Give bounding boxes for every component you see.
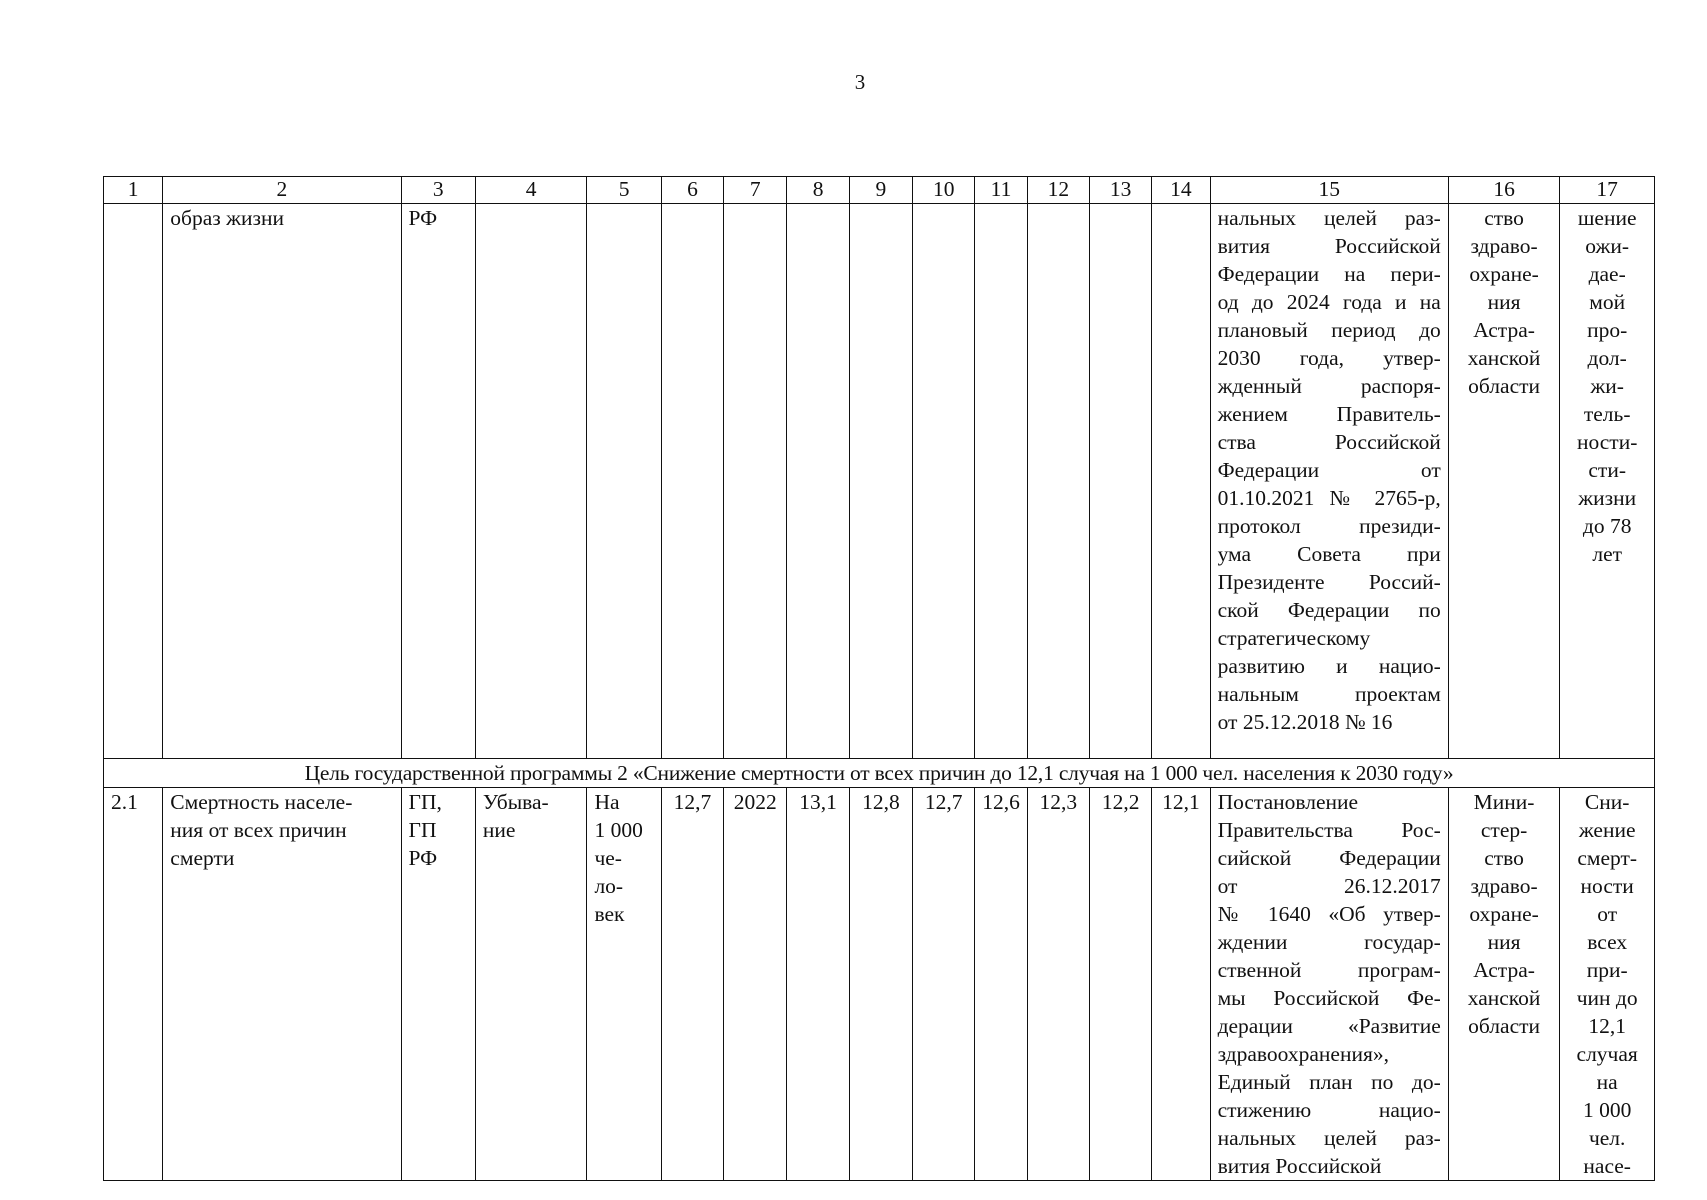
text-line: жденный распоря- [1217,374,1441,398]
text-line: ГП, [408,790,442,814]
indicators-table [103,176,1655,1181]
text-line: охране- [1469,902,1539,926]
cell-level: РФ [401,204,475,759]
text-line: Президенте Россий- [1217,570,1441,594]
text-line: дерации «Развитие [1217,1014,1441,1038]
goal-title: Цель государственной программы 2 «Снижение смертности от всех причин до 12,1 случая на 1 000 чел. населения к 2030 году» [104,759,1655,788]
col-header-7: 7 [724,177,787,204]
text-line: сийской Федерации [1217,846,1441,870]
col-header-3: 3 [401,177,475,204]
col-header-17: 17 [1560,177,1655,204]
text-line: от [1597,902,1618,926]
text-line: Убыва- [482,790,549,814]
text-line: Смертность населе- [170,790,353,814]
text-line: век [594,902,625,926]
cell-value-8: 13,1 [787,788,849,1181]
text-line: жизни [1578,486,1637,510]
text-line: развитию и нацио- [1217,654,1441,678]
text-line: на [1596,1070,1618,1094]
text-line: ждении государ- [1217,930,1441,954]
text-line: ства Российской [1217,430,1441,454]
text-line: № 1640 «Об утвер- [1217,902,1441,926]
cell-trend [475,788,587,1181]
cell-unit [587,788,661,1181]
text-line: жи- [1590,374,1624,398]
cell-value-13: 12,2 [1089,788,1151,1181]
text-line: 12,1 [1588,1014,1626,1038]
cell-responsible [1448,788,1560,1181]
col-header-10: 10 [913,177,975,204]
text-line: чел. [1588,1126,1626,1150]
text-line: ство [1484,206,1524,230]
text-line: лет [1592,542,1623,566]
text-line: ности- [1576,430,1638,454]
text-line: Мини- [1473,790,1535,814]
cell-value-9: 12,8 [849,788,912,1181]
column-number-row [104,177,1655,204]
cell-indicator-name: образ жизни [163,204,401,759]
text-line: вития Российской [1217,234,1441,258]
col-header-14: 14 [1152,177,1210,204]
col-header-2: 2 [163,177,401,204]
cell-indicator-name [163,788,401,1181]
table-row-2-1 [104,788,1655,1181]
goal-row [104,759,1655,788]
cell-base-year: 2022 [724,788,787,1181]
text-line: ГП [408,818,437,842]
cell-document-basis [1210,788,1448,1181]
text-line: протокол президи- [1217,514,1441,538]
text-line: ской Федерации по [1217,598,1441,622]
text-line: области [1468,1014,1541,1038]
table-row-continuation [104,204,1655,759]
text-line: жение [1578,818,1636,842]
text-line: шение [1577,206,1637,230]
page-number: 3 [854,70,866,94]
text-line: ханской [1467,346,1541,370]
text-line: ния от всех причин [170,818,347,842]
text-line: Постановление [1217,790,1359,814]
text-line: нальным проектам [1217,682,1441,706]
text-line: охране- [1469,262,1539,286]
text-line: случая [1576,1042,1638,1066]
text-line: Астра- [1473,318,1535,342]
text-line: дае- [1588,262,1626,286]
col-header-1: 1 [104,177,163,204]
text-line: ума Совета при [1217,542,1441,566]
cell-level [401,788,475,1181]
text-line: 1 000 [1582,1098,1632,1122]
text-line: ния [1487,290,1521,314]
cell-number [104,204,163,759]
text-line: ло- [594,874,624,898]
text-line: Астра- [1473,958,1535,982]
text-line: ности [1580,874,1634,898]
text-line: нальных целей раз- [1217,1126,1441,1150]
text-line: здраво- [1470,234,1538,258]
cell-link-goal [1560,204,1655,759]
text-line: до 78 [1582,514,1632,538]
text-line: Единый план по до- [1217,1070,1441,1094]
text-line: про- [1587,318,1628,342]
text-line: стер- [1480,818,1528,842]
text-line: 1 000 [594,818,643,842]
text-line: Федерации от [1217,458,1441,482]
text-line: области [1468,374,1541,398]
text-line: стижению нацио- [1217,1098,1441,1122]
text-line: че- [594,846,622,870]
cell-value-12: 12,3 [1027,788,1089,1181]
text-line: вития Российской [1217,1154,1382,1178]
col-header-5: 5 [587,177,661,204]
col-header-11: 11 [975,177,1027,204]
cell-value-11: 12,6 [975,788,1027,1181]
text-line: нальных целей раз- [1217,206,1441,230]
text-line: смерт- [1577,846,1638,870]
text-line: здравоохранения», [1217,1042,1390,1066]
cell-base-value: 12,7 [661,788,723,1181]
text-line: стратегическому [1217,626,1371,650]
col-header-4: 4 [475,177,587,204]
col-header-8: 8 [787,177,849,204]
text-line: здраво- [1470,874,1538,898]
text-line: Федерации на пери- [1217,262,1441,286]
cell-value-10: 12,7 [913,788,975,1181]
col-header-13: 13 [1089,177,1151,204]
text-line: жением Правитель- [1217,402,1441,426]
text-line: мой [1589,290,1626,314]
text-line: ственной програм- [1217,958,1441,982]
text-line: Сни- [1584,790,1630,814]
text-line: РФ [408,846,438,870]
text-line: ние [482,818,516,842]
text-line: дол- [1587,346,1627,370]
cell-number: 2.1 [104,788,163,1181]
text-line: На [594,790,620,814]
text-line: чин до [1576,986,1638,1010]
text-line: при- [1586,958,1628,982]
text-line: Правительства Рос- [1217,818,1441,842]
cell-document-basis [1210,204,1448,759]
text-line: од до 2024 года и на [1217,290,1441,314]
text-line: от 25.12.2018 № 16 [1217,710,1393,734]
text-line: 2030 года, утвер- [1217,346,1441,370]
text-line: сти- [1588,458,1626,482]
text-line: ство [1484,846,1524,870]
col-header-6: 6 [661,177,723,204]
cell-link-goal [1560,788,1655,1181]
text-line: 01.10.2021 № 2765-р, [1217,486,1441,510]
text-line: насе- [1583,1154,1631,1178]
text-line: ханской [1467,986,1541,1010]
col-header-15: 15 [1210,177,1448,204]
col-header-9: 9 [849,177,912,204]
text-line: всех [1587,930,1628,954]
text-line: плановый период до [1217,318,1441,342]
text-line: смерти [170,846,235,870]
col-header-16: 16 [1448,177,1560,204]
text-line: тель- [1583,402,1631,426]
cell-value-14: 12,1 [1152,788,1210,1181]
text-line: мы Российской Фе- [1217,986,1441,1010]
cell-responsible [1448,204,1560,759]
col-header-12: 12 [1027,177,1089,204]
text-line: ния [1487,930,1521,954]
text-line: ожи- [1585,234,1630,258]
text-line: от 26.12.2017 [1217,874,1441,898]
